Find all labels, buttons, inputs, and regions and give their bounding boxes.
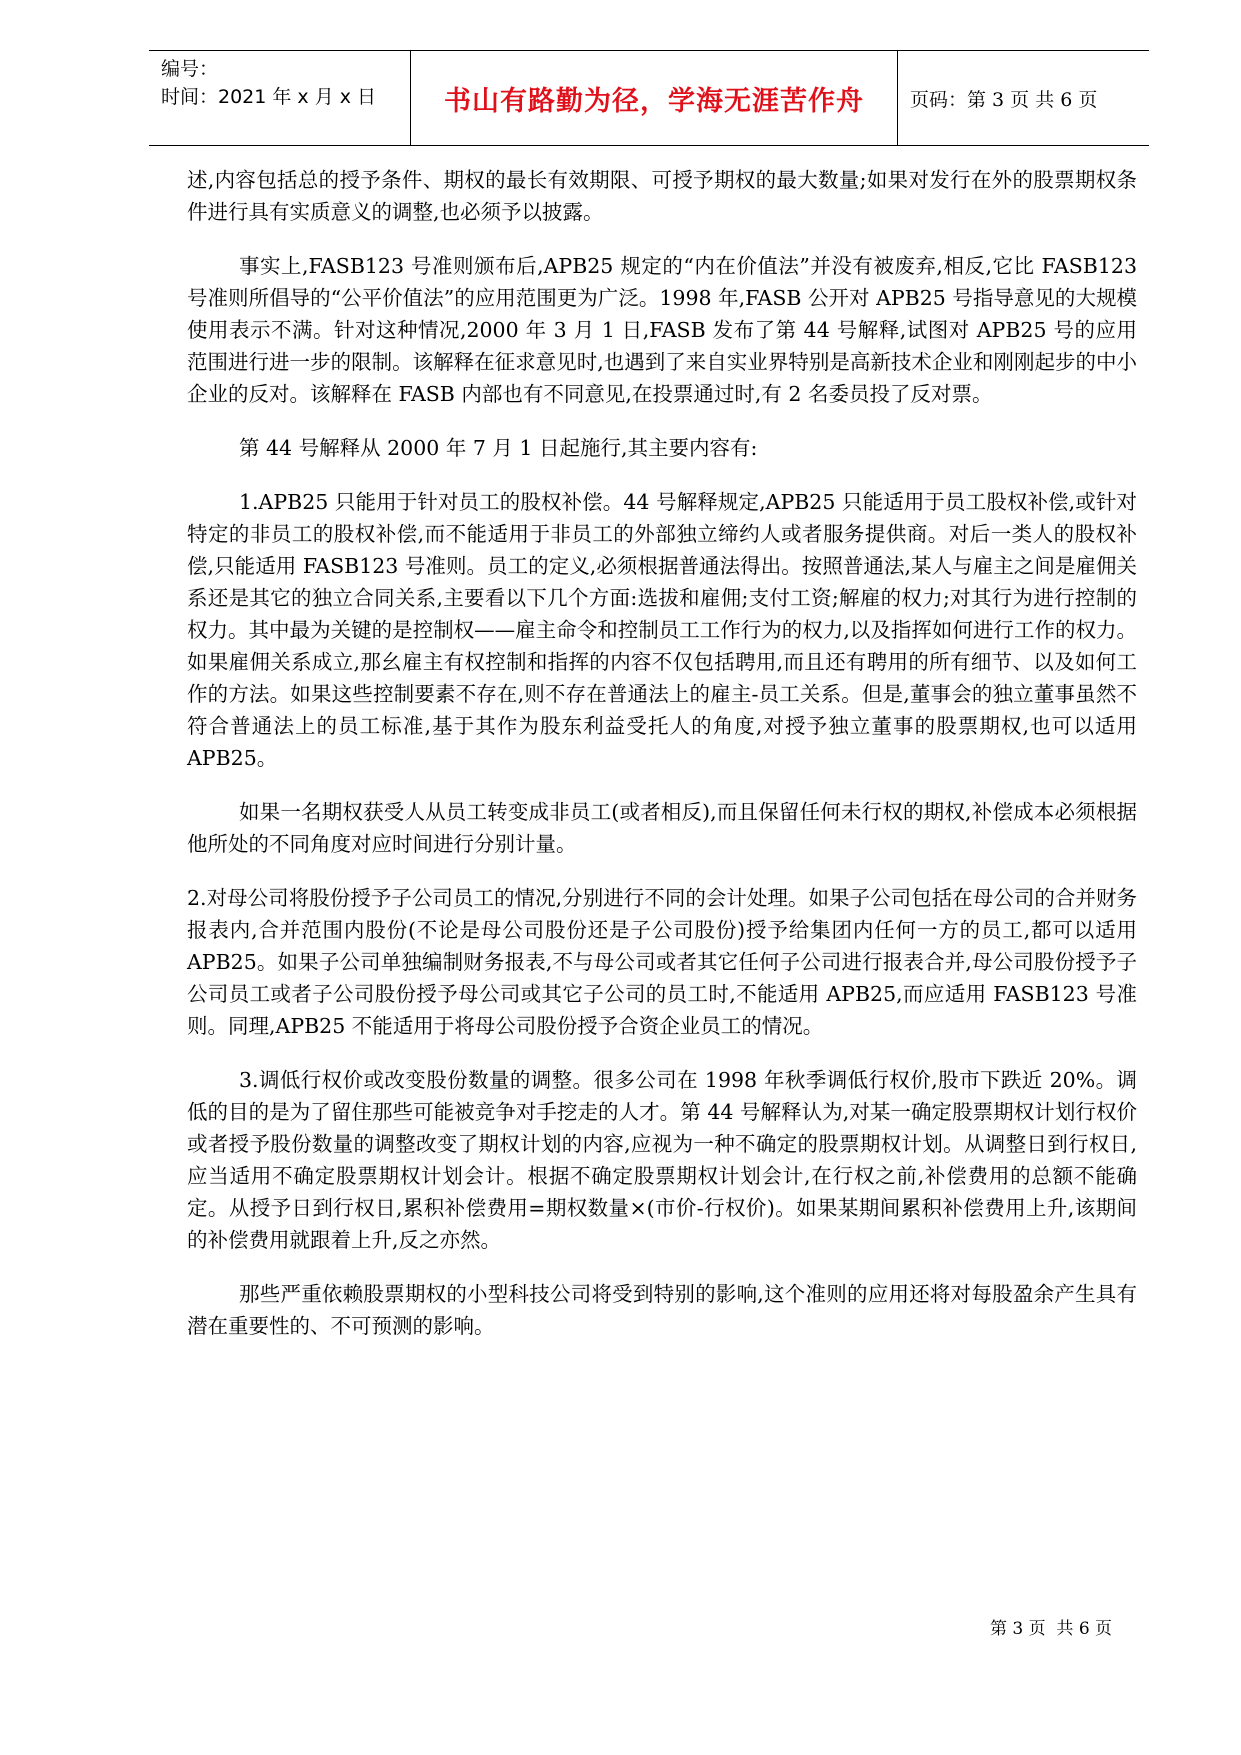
paragraph-7: 3.调低行权价或改变股份数量的调整。很多公司在 1998 年秋季调低行权价,股市下跌近 20%。调低的目的是为了留住那些可能被竞争对手挖走的人才。第 44 号解释认为,对某一确定股票期权计划行权价或者授予股份数量的调整改变了期权计划的内容,应视为一种不确定的股票期权计划。从调整日到行权日,应当适用不确定股票期权计划会计。根据不确定股票期权计划会计,在行权之前,补偿费用的总额不能确定。从授予日到行权日,累积补偿费用=期权数量×(市价-行权价)。如果某期间累积补偿费用上升,该期间的补偿费用就跟着上升,反之亦然。: [187, 1068, 1137, 1252]
document-number-label: 编号：: [161, 58, 219, 80]
header-motto: 书山有路勤为径，学海无涯苦作舟: [411, 51, 898, 145]
page-header: [149, 50, 1149, 146]
paragraph-2: 事实上,FASB123 号准则颁布后,APB25 规定的“内在价值法”并没有被废弃,相反,它比 FASB123 号准则所倡导的“公平价值法”的应用范围更为广泛。1998 年,FASB 公开对 APB25 号指导意见的大规模使用表示不满。针对这种情况,2000 年 3 月 1 日,FASB 发布了第 44 号解释,试图对 APB25 号的应用范围进行进一步的限制。该解释在征求意见时,也遇到了来自实业界特别是高新技术企业和刚刚起步的中小企业的反对。该解释在 FASB 内部也有不同意见,在投票通过时,有 2 名委员投了反对票。: [187, 254, 1137, 406]
paragraph-4: 1.APB25 只能用于针对员工的股权补偿。44 号解释规定,APB25 只能适用于员工股权补偿,或针对特定的非员工的股权补偿,而不能适用于非员工的外部独立缔约人或者服务提供商。对后一类人的股权补偿,只能适用 FASB123 号准则。员工的定义,必须根据普通法得出。按照普通法,某人与雇主之间是雇佣关系还是其它的独立合同关系,主要看以下几个方面:选拔和雇佣;支付工资;解雇的权力;对其行为进行控制的权力。其中最为关键的是控制权——雇主命令和控制员工工作行为的权力,以及指挥如何进行工作的权力。如果雇佣关系成立,那幺雇主有权控制和指挥的内容不仅包括聘用,而且还有聘用的所有细节、以及如何工作的方法。如果这些控制要素不存在,则不存在普通法上的雇主-员工关系。但是,董事会的独立董事虽然不符合普通法上的员工标准,基于其作为股东利益受托人的角度,对授予独立董事的股票期权,也可以适用 APB25。: [187, 490, 1137, 770]
page-footer: 第 3 页 共 6 页: [990, 1619, 1113, 1639]
document-time-label: 时间：2021 年 x 月 x 日: [161, 86, 377, 108]
paragraph-3: 第 44 号解释从 2000 年 7 月 1 日起施行,其主要内容有:: [239, 436, 758, 460]
paragraph-6: 2.对母公司将股份授予子公司员工的情况,分别进行不同的会计处理。如果子公司包括在母公司的合并财务报表内,合并范围内股份(不论是母公司股份还是子公司股份)授予给集团内任何一方的员工,都可以适用 APB25。如果子公司单独编制财务报表,不与母公司或者其它任何子公司进行报表合并,母公司股份授予子公司员工或者子公司股份授予母公司或其它子公司的员工时,不能适用 APB25,而应适用 FASB123 号准则。同理,APB25 不能适用于将母公司股份授予合资企业员工的情况。: [187, 886, 1137, 1038]
paragraph-1: 述,内容包括总的授予条件、期权的最长有效期限、可授予期权的最大数量;如果对发行在外的股票期权条件进行具有实质意义的调整,也必须予以披露。: [187, 168, 1137, 224]
header-meta: [149, 51, 411, 145]
paragraph-5: 如果一名期权获受人从员工转变成非员工(或者相反),而且保留任何未行权的期权,补偿成本必须根据他所处的不同角度对应时间进行分别计量。: [187, 800, 1137, 856]
document-body: [187, 164, 1137, 1364]
header-page-number: 页码：第 3 页 共 6 页: [910, 88, 1098, 111]
paragraph-8: 那些严重依赖股票期权的小型科技公司将受到特别的影响,这个准则的应用还将对每股盈余产生具有潜在重要性的、不可预测的影响。: [187, 1282, 1137, 1338]
